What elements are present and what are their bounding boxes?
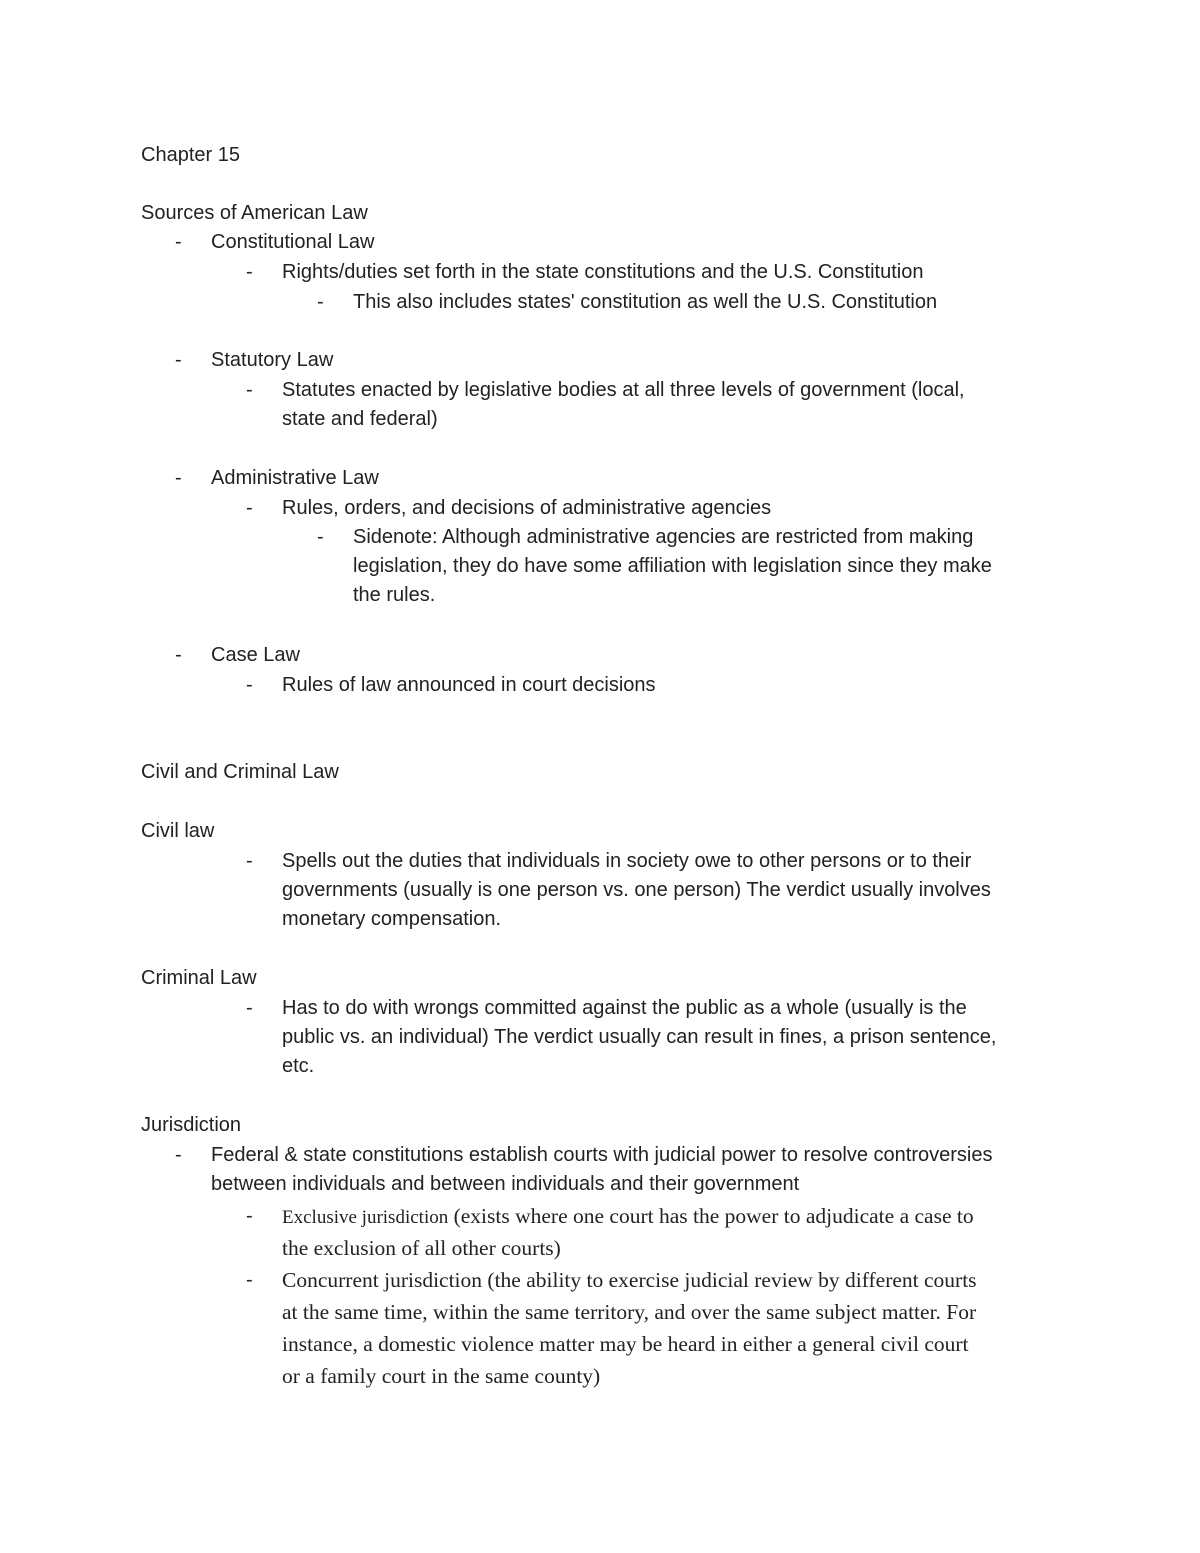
bullet-dash: - bbox=[246, 497, 253, 519]
criminal-law-line: Has to do with wrongs committed against the public as a whole (usually is the bbox=[282, 997, 967, 1019]
constitutional-item: Rights/duties set forth in the state constitutions and the U.S. Constitution bbox=[282, 261, 924, 283]
case-law-item: Rules of law announced in court decisions bbox=[282, 674, 656, 696]
civil-law-line: monetary compensation. bbox=[282, 908, 502, 930]
bullet-dash: - bbox=[175, 644, 182, 666]
case-law-label: Case Law bbox=[211, 644, 300, 666]
bullet-dash: - bbox=[246, 261, 253, 283]
bullet-dash: - bbox=[246, 1205, 253, 1227]
bullet-dash: - bbox=[317, 291, 324, 313]
statutory-item-line: Statutes enacted by legislative bodies at all three levels of government (local, bbox=[282, 379, 965, 401]
civil-law-heading: Civil law bbox=[141, 820, 215, 842]
bullet-dash: - bbox=[246, 997, 253, 1019]
administrative-subitem-line: Sidenote: Although administrative agencies are restricted from making bbox=[353, 526, 974, 548]
administrative-subitem-line: the rules. bbox=[353, 584, 436, 606]
concurrent-jurisdiction-line: Concurrent jurisdiction (the ability to exercise judicial review by different courts bbox=[282, 1268, 977, 1292]
jurisdiction-item-line: between individuals and between individuals and their government bbox=[211, 1173, 800, 1195]
exclusive-jurisdiction-term: Exclusive jurisdiction bbox=[282, 1207, 449, 1228]
jurisdiction-item-line: Federal & state constitutions establish courts with judicial power to resolve controversies bbox=[211, 1144, 993, 1166]
bullet-dash: - bbox=[175, 467, 182, 489]
criminal-law-line: etc. bbox=[282, 1055, 315, 1077]
sources-heading: Sources of American Law bbox=[141, 202, 368, 224]
exclusive-jurisdiction-line: the exclusion of all other courts) bbox=[282, 1236, 561, 1260]
bullet-dash: - bbox=[175, 1144, 182, 1166]
bullet-dash: - bbox=[246, 850, 253, 872]
constitutional-subitem: This also includes states' constitution as well the U.S. Constitution bbox=[353, 291, 938, 313]
exclusive-jurisdiction-line bbox=[282, 1200, 974, 1234]
bullet-dash: - bbox=[175, 349, 182, 371]
criminal-law-heading: Criminal Law bbox=[141, 967, 257, 989]
bullet-dash: - bbox=[246, 379, 253, 401]
exclusive-jurisdiction-definition: (exists where one court has the power to adjudicate a case to bbox=[448, 1204, 974, 1228]
civil-law-line: governments (usually is one person vs. one person) The verdict usually involves bbox=[282, 879, 991, 901]
concurrent-jurisdiction-line: instance, a domestic violence matter may be heard in either a general civil court bbox=[282, 1332, 969, 1356]
concurrent-jurisdiction-line: at the same time, within the same territory, and over the same subject matter. For bbox=[282, 1300, 977, 1324]
criminal-law-line: public vs. an individual) The verdict usually can result in fines, a prison sentence, bbox=[282, 1026, 997, 1048]
statutory-item-line: state and federal) bbox=[282, 408, 438, 430]
statutory-law-label: Statutory Law bbox=[211, 349, 334, 371]
jurisdiction-heading: Jurisdiction bbox=[141, 1114, 242, 1136]
bullet-dash: - bbox=[246, 674, 253, 696]
administrative-item: Rules, orders, and decisions of administrative agencies bbox=[282, 497, 772, 519]
chapter-title: Chapter 15 bbox=[141, 144, 240, 166]
administrative-subitem-line: legislation, they do have some affiliation with legislation since they make bbox=[353, 555, 992, 577]
bullet-dash: - bbox=[246, 1269, 253, 1291]
civil-criminal-heading: Civil and Criminal Law bbox=[141, 761, 339, 783]
administrative-law-label: Administrative Law bbox=[211, 467, 379, 489]
bullet-dash: - bbox=[317, 526, 324, 548]
constitutional-law-label: Constitutional Law bbox=[211, 231, 375, 253]
bullet-dash: - bbox=[175, 231, 182, 253]
concurrent-jurisdiction-line: or a family court in the same county) bbox=[282, 1364, 601, 1388]
civil-law-line: Spells out the duties that individuals in society owe to other persons or to their bbox=[282, 850, 972, 872]
